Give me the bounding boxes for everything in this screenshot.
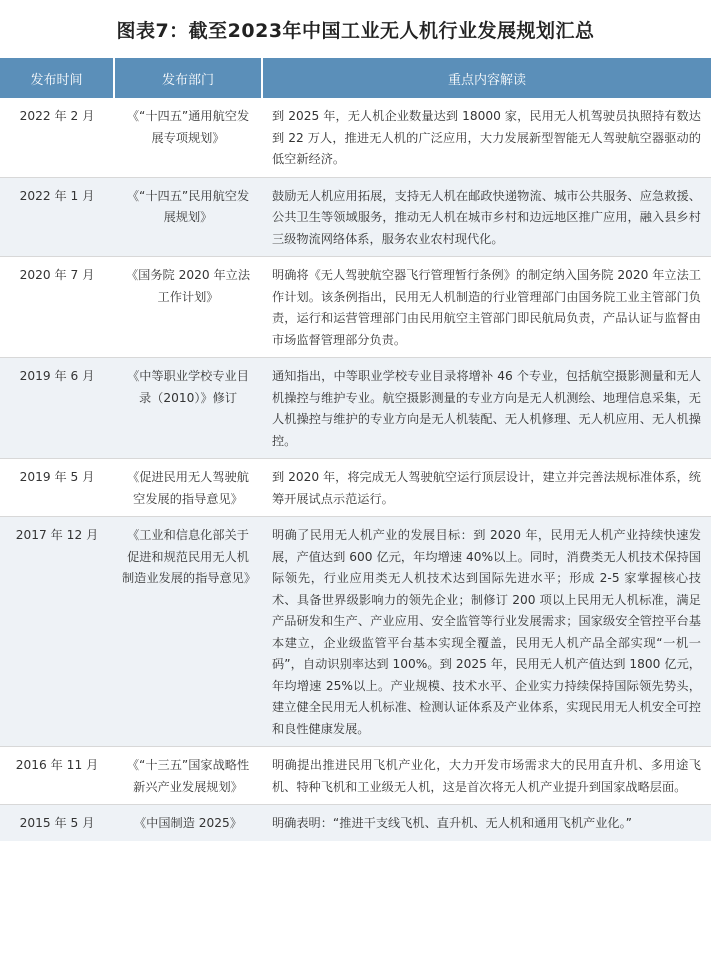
cell-document: 《工业和信息化部关于促进和规范民用无人机制造业发展的指导意见》 <box>114 517 262 747</box>
cell-document: 《“十四五”民用航空发展规划》 <box>114 177 262 257</box>
page-title: 图表7：截至2023年中国工业无人机行业发展规划汇总 <box>116 19 595 42</box>
cell-date: 2020 年 7 月 <box>0 257 114 358</box>
cell-content: 到 2025 年，无人机企业数量达到 18000 家，民用无人机驾驶员执照持有数达到 22 万人，推进无人机的广泛应用，大力发展新型智能无人驾驶航空器驱动的低空新经济。 <box>262 98 711 177</box>
cell-date: 2022 年 2 月 <box>0 98 114 177</box>
cell-date: 2017 年 12 月 <box>0 517 114 747</box>
table-row <box>0 98 711 177</box>
cell-document: 《“十四五”通用航空发展专项规划》 <box>114 98 262 177</box>
table-row <box>0 257 711 358</box>
cell-document: 《促进民用无人驾驶航空发展的指导意见》 <box>114 459 262 517</box>
cell-date: 2016 年 11 月 <box>0 747 114 805</box>
table-row <box>0 747 711 805</box>
cell-content: 明确提出推进民用飞机产业化，大力开发市场需求大的民用直升机、多用途飞机、特种飞机和工业级无人机，这是首次将无人机产业提升到国家战略层面。 <box>262 747 711 805</box>
table-row <box>0 517 711 747</box>
header-department: 发布部门 <box>114 58 262 98</box>
header-content: 重点内容解读 <box>262 58 711 98</box>
cell-document: 《中国制造 2025》 <box>114 805 262 841</box>
cell-content: 明确将《无人驾驶航空器飞行管理暂行条例》的制定纳入国务院 2020 年立法工作计划。该条例指出，民用无人机制造的行业管理部门由国务院工业主管部门负责，运行和运营管理部门由民用航空主管部门即民航局负责，产品认证与监督由市场监督管理部分负责。 <box>262 257 711 358</box>
cell-date: 2015 年 5 月 <box>0 805 114 841</box>
cell-content: 到 2020 年，将完成无人驾驶航空运行顶层设计，建立并完善法规标准体系，统筹开展试点示范运行。 <box>262 459 711 517</box>
table-row <box>0 177 711 257</box>
table-row <box>0 459 711 517</box>
cell-content: 通知指出，中等职业学校专业目录将增补 46 个专业，包括航空摄影测量和无人机操控与维护专业。航空摄影测量的专业方向是无人机测绘、地理信息采集，无人机操控与维护的专业方向是无人机装配、无人机修理、无人机应用、无人机操控。 <box>262 358 711 459</box>
table-row <box>0 358 711 459</box>
table-header-row <box>0 58 711 98</box>
header-date: 发布时间 <box>0 58 114 98</box>
cell-date: 2019 年 6 月 <box>0 358 114 459</box>
table-row <box>0 805 711 841</box>
cell-document: 《中等职业学校专业目录（2010）》修订 <box>114 358 262 459</box>
cell-content: 明确了民用无人机产业的发展目标：到 2020 年，民用无人机产业持续快速发展，产值达到 600 亿元，年均增速 40%以上。同时，消费类无人机技术保持国际领先，行业应用类无人机技术达到国际先进水平；形成 2-5 家掌握核心技术、具备世界级影响力的领先企业；制修订 200 项以上民用无人机标准，满足产品研发和生产、产业应用、安全监管等行业发展需求；国家级安全管控平台基本建立，企业级监管平台基本实现全覆盖，民用无人机产品全部实现“一机一码”，自动识别率达到 100%。到 2025 年，民用无人机产值达到 1800 亿元，年均增速 25%以上。产业规模、技术水平、企业实力持续保持国际领先势头，建立健全民用无人机标准、检测认证体系及产业体系，实现民用无人机安全可控和良性健康发展。 <box>262 517 711 747</box>
cell-content: 明确表明：“推进干支线飞机、直升机、无人机和通用飞机产业化。” <box>262 805 711 841</box>
policy-table <box>0 58 711 841</box>
cell-date: 2022 年 1 月 <box>0 177 114 257</box>
cell-date: 2019 年 5 月 <box>0 459 114 517</box>
cell-document: 《国务院 2020 年立法工作计划》 <box>114 257 262 358</box>
cell-content: 鼓励无人机应用拓展，支持无人机在邮政快递物流、城市公共服务、应急救援、公共卫生等领域服务，推动无人机在城市乡村和边远地区推广应用，融入县乡村三级物流网络体系，服务农业农村现代化。 <box>262 177 711 257</box>
cell-document: 《“十三五”国家战略性新兴产业发展规划》 <box>114 747 262 805</box>
